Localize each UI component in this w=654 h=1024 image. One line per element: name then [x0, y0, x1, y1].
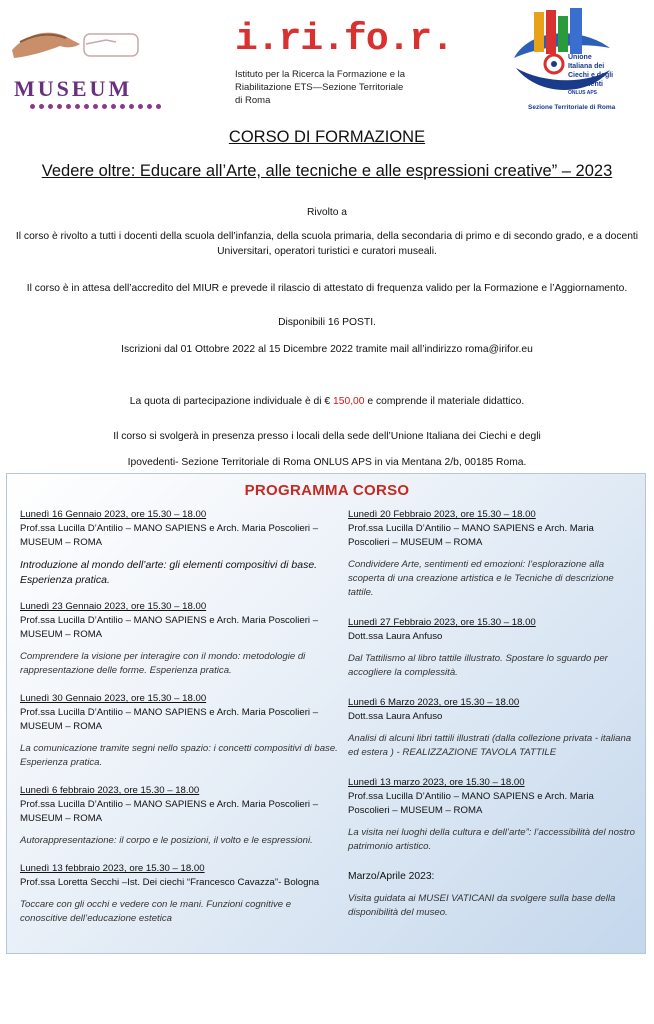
seats-text: Disponibili 16 POSTI.: [278, 317, 376, 328]
course-title: Vedere oltre: Educare all’Arte, alle tecniche e alle espressioni creative” – 2023: [41, 162, 613, 180]
program-entry: Lunedì 30 Gennaio 2023, ore 15.30 – 18.00 Prof.ssa Lucilla D’Antilio – MANO SAPIENS e Arch. Maria Poscolieri – MUSEUM – ROMA La comunicazione tramite segni nello spazio: i concetti compositivi di base. Esperienza pratica.: [20, 693, 338, 768]
braille-dots-icon: [30, 104, 161, 109]
enrollment-text: Iscrizioni dal 01 Ottobre 2022 al 15 Dicembre 2022 tramite mail all’indirizzo roma@irifor.eu: [121, 344, 533, 355]
program-entry: Lunedì 13 febbraio 2023, ore 15.30 – 18.00 Prof.ssa Loretta Secchi –Ist. Dei ciechi “Francesco Cavazza”- Bologna Toccare con gli occhi e vedere con le mani. Funzioni cognitive e conoscitive dell’educazione estetica: [20, 863, 320, 924]
program-entry-desc: Introduzione al mondo dell’arte: gli elementi compositivi di base. Esperienza pratica.: [20, 559, 318, 586]
irifor-logo-text: i.ri.fo.r.: [235, 18, 454, 61]
program-entry: Lunedì 16 Gennaio 2023, ore 15.30 – 18.00 Prof.ssa Lucilla D’Antilio – MANO SAPIENS e Arch. Maria Poscolieri – MUSEUM – ROMA Introduzione al mondo dell’arte: gli elementi compositivi di base. Esperienza pratica.: [20, 508, 338, 588]
uici-section: Sezione Territoriale di Roma: [528, 104, 616, 111]
accreditation-text: Il corso è in attesa dell’accredito del MIUR e prevede il rilascio di attestato di frequenza valido per la Formazione e l’Aggiornamento.: [26, 283, 628, 294]
irifor-logo: [235, 18, 454, 107]
uici-name: Unione Italiana dei Ciechi e degli Ipovedenti ONLUS APS: [568, 54, 614, 96]
program-box: [6, 473, 646, 954]
irifor-subtitle: Istituto per la Ricerca la Formazione e la Riabilitazione ETS—Sezione Territoriale di Roma: [235, 69, 406, 106]
creation-hands-icon: [10, 20, 140, 72]
program-entry: Marzo/Aprile 2023: Visita guidata ai MUSEI VATICANI da svolgere sulla base della disponibilità del museo.: [348, 871, 616, 918]
museum-logo-text: MUSEUM: [14, 76, 133, 101]
addressed-label: Rivolto a: [306, 207, 348, 218]
program-entry: Lunedì 20 Febbraio 2023, ore 15.30 – 18.00 Prof.ssa Lucilla D’Antilio – MANO SAPIENS e Arch. Maria Poscolieri – MUSEUM – ROMA Condividere Arte, sentimenti ed emozioni: l’esplorazione alla scoperta di una creazione artistica e le Tecniche di descrizione tattile.: [348, 509, 614, 598]
program-entry: Lunedì 23 Gennaio 2023, ore 15.30 – 18.00 Prof.ssa Lucilla D’Antilio – MANO SAPIENS e Arch. Maria Poscolieri – MUSEUM – ROMA Comprendere la visione per interagire con il mondo: metodologie di rappresentazione delle forme. Esperienza pratica.: [20, 601, 319, 676]
program-entry: Lunedì 6 febbraio 2023, ore 15.30 – 18.00 Prof.ssa Lucilla D’Antilio – MANO SAPIENS e Arch. Maria Poscolieri – MUSEUM – ROMA Autorappresentazione: il corpo e le posizioni, il volto e le espressioni.: [20, 785, 319, 846]
fee-amount: 150,00: [333, 396, 365, 407]
location-text-2: Ipovedenti- Sezione Territoriale di Roma ONLUS APS in via Mentana 2/b, 00185 Roma.: [127, 457, 527, 468]
fee-text: La quota di partecipazione individuale è di € 150,00 e comprende il materiale didattico.: [129, 396, 525, 407]
program-entry: Lunedì 13 marzo 2023, ore 15.30 – 18.00 Prof.ssa Lucilla D’Antilio – MANO SAPIENS e Arch. Maria Poscolieri – MUSEUM – ROMA La visita nei luoghi della cultura e dell’arte”: l’accessibilità del nostro patrimonio artistico.: [348, 777, 635, 852]
page-heading: CORSO DI FORMAZIONE: [228, 128, 426, 146]
program-title: PROGRAMMA CORSO: [244, 482, 410, 499]
location-text-1: Il corso si svolgerà in presenza presso i locali della sede dell’Unione Italiana dei Ciechi e degli: [113, 431, 541, 442]
uici-logo: [510, 8, 640, 111]
museum-logo: [10, 20, 140, 110]
program-entry: Lunedì 6 Marzo 2023, ore 15.30 – 18.00 Dott.ssa Laura Anfuso Analisi di alcuni libri tattili illustrati (dalla collezione privata - italiana ed estera ) - REALIZZAZIONE TAVOLA TATTILE: [348, 697, 632, 758]
program-entry: Lunedì 27 Febbraio 2023, ore 15.30 – 18.00 Dott.ssa Laura Anfuso Dal Tattilismo al libro tattile illustrato. Spostare lo sguardo per accogliere la complessità.: [348, 617, 608, 678]
audience-text: Il corso è rivolto a tutti i docenti della scuola dell’infanzia, della scuola primaria, della secondaria di primo e di secondo grado, e a docenti Universitari, operatori turistici e curatori museali.: [15, 231, 639, 257]
